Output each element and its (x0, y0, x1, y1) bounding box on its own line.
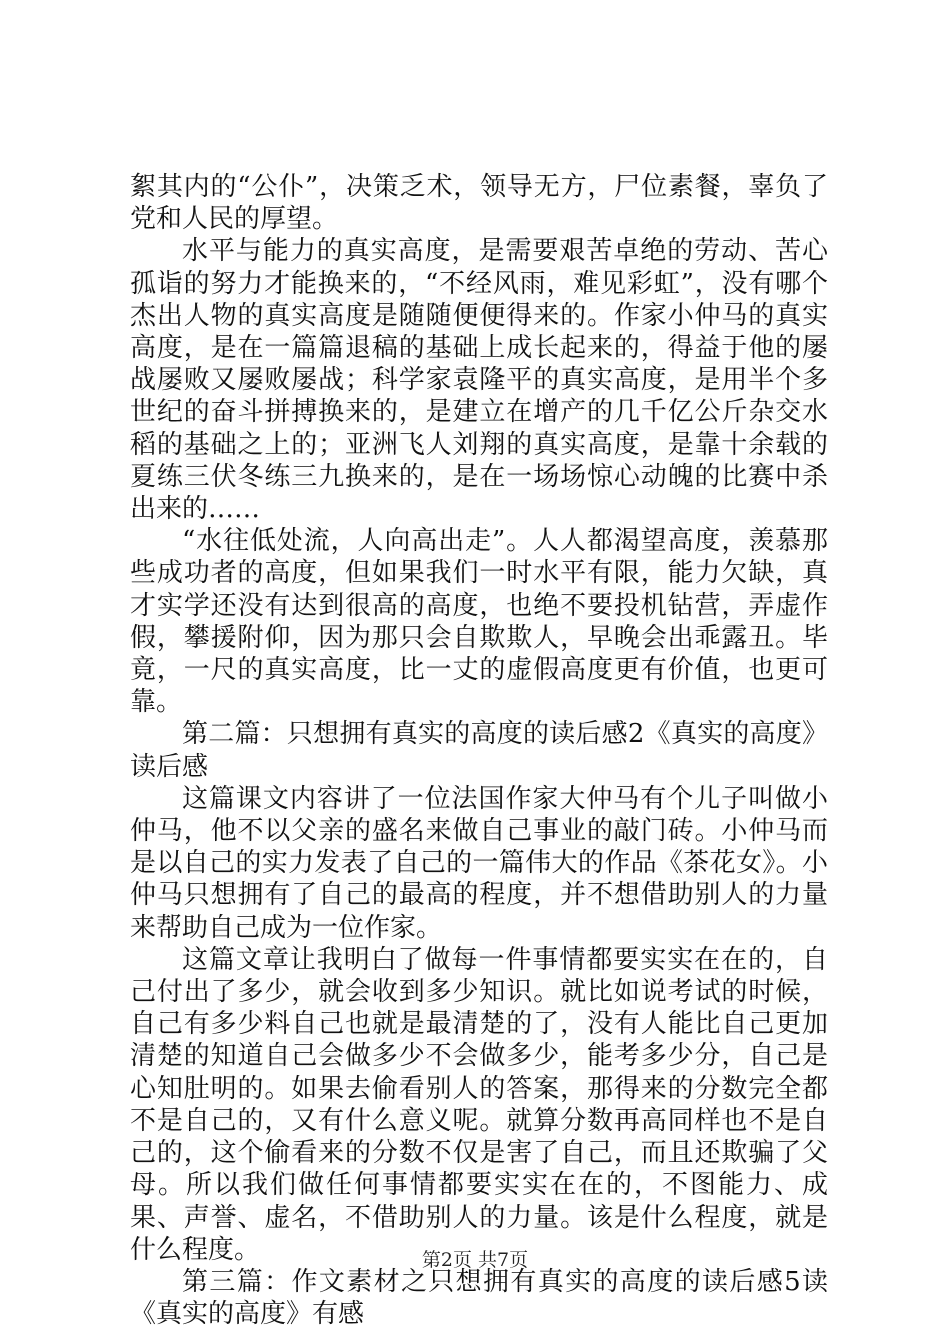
section-heading-part-two: 第二篇：只想拥有真实的高度的读后感2《真实的高度》读后感 (130, 719, 828, 782)
paragraph-true-height: 水平与能力的真实高度，是需要艰苦卓绝的劳动、苦心孤诣的努力才能换来的，“不经风雨，难见彩虹”，没有哪个杰出人物的真实高度是随随便便得来的。作家小仲马的真实高度，是在一篇篇退稿的基础上成长起来的，得益于他的屡战屡败又屡败屡战；科学家袁隆平的真实高度，是用半个多世纪的奋斗拼搏换来的，是建立在增产的几千亿公斤杂交水稻的基础之上的；亚洲飞人刘翔的真实高度，是靠十余载的夏练三伏冬练三九换来的，是在一场场惊心动魄的比赛中杀出来的…… (130, 236, 828, 525)
paragraph-water-flows: “水往低处流，人向高出走”。人人都渴望高度，羡慕那些成功者的高度，但如果我们一时水平有限，能力欠缺，真才实学还没有达到很高的高度，也绝不要投机钻营，弄虚作假，攀援附仰，因为那只会自欺欺人，早晚会出乖露丑。毕竟，一尺的真实高度，比一丈的虚假高度更有价值，也更可靠。 (130, 526, 828, 718)
section-heading-part-three: 第三篇：作文素材之只想拥有真实的高度的读后感5读《真实的高度》有感 (130, 1266, 828, 1330)
paragraph-lesson-learned: 这篇文章让我明白了做每一件事情都要实实在在的，自己付出了多少，就会收到多少知识。就比如说考试的时候，自己有多少料自己也就是最清楚的了，没有人能比自己更加清楚的知道自己会做多少不会做多少，能考多少分，自己是心知肚明的。如果去偷看别人的答案，那得来的分数完全都不是自己的，又有什么意义呢。就算分数再高同样也不是自己的，这个偷看来的分数不仅是害了自己，而且还欺骗了父母。所以我们做任何事情都要实实在在的，不图能力、成果、声誉、虚名，不借助别人的力量。该是什么程度，就是什么程度。 (130, 944, 828, 1265)
paragraph-lesson-summary: 这篇课文内容讲了一位法国作家大仲马有个儿子叫做小仲马，他不以父亲的盛名来做自己事业的敲门砖。小仲马而是以自己的实力发表了自己的一篇伟大的作品《茶花女》。小仲马只想拥有了自己的最高的程度，并不想借助别人的力量来帮助自己成为一位作家。 (130, 783, 828, 943)
document-body (130, 171, 828, 1330)
page-number-footer: 第2页 共7页 (421, 1249, 529, 1271)
paragraph-continuation: 絮其内的“公仆”，决策乏术，领导无方，尸位素餐，辜负了党和人民的厚望。 (130, 172, 828, 235)
